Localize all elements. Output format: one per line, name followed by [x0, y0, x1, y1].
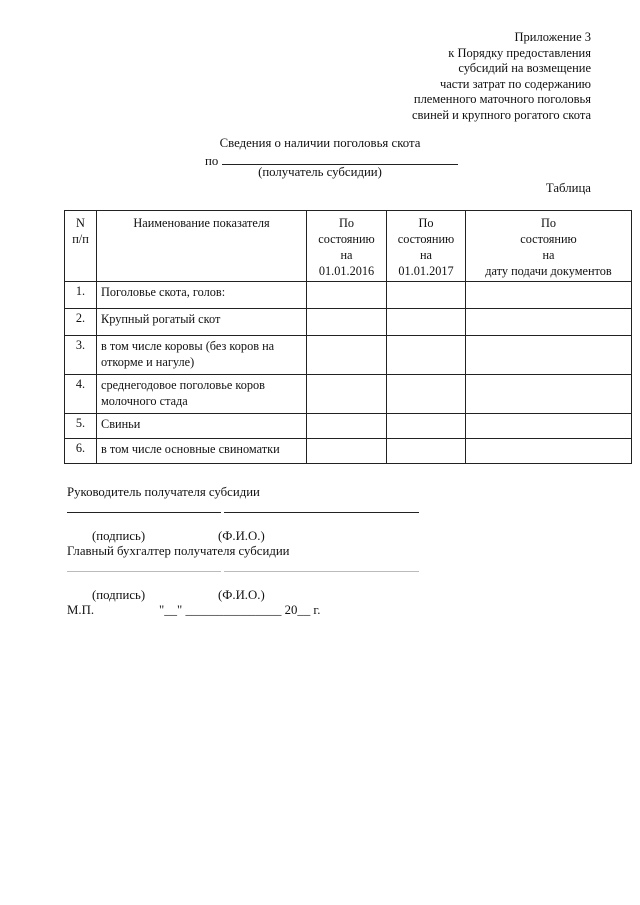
stamp-label: М.П.	[67, 603, 95, 617]
cell-empty[interactable]	[307, 336, 387, 375]
header-col-submission: По состоянию на дату подачи документов	[466, 211, 632, 282]
table-caption: Таблица	[545, 181, 591, 195]
accountant-signature-line[interactable]	[67, 571, 221, 572]
fio-caption: (Ф.И.О.)	[218, 588, 265, 602]
cell-empty[interactable]	[307, 309, 387, 336]
cell-empty[interactable]	[307, 414, 387, 439]
cell-empty[interactable]	[466, 309, 632, 336]
row-num: 3.	[65, 336, 97, 375]
row-label: Свиньи	[97, 414, 307, 439]
date-line: "__" _______________ 20__ г.	[159, 603, 321, 617]
cell-empty[interactable]	[387, 282, 466, 309]
cell-empty[interactable]	[466, 375, 632, 414]
cell-empty[interactable]	[387, 439, 466, 464]
table-row	[65, 439, 632, 464]
table-row	[65, 309, 632, 336]
row-num: 6.	[65, 439, 97, 464]
appendix-line: части затрат по содержанию	[439, 76, 591, 91]
recipient-blank	[222, 152, 458, 165]
cell-empty[interactable]	[466, 336, 632, 375]
table-header-row	[65, 211, 632, 282]
appendix-line: племенного маточного поголовья	[413, 92, 591, 107]
row-label: Поголовье скота, голов:	[97, 282, 307, 309]
cell-empty[interactable]	[387, 375, 466, 414]
row-label: в том числе основные свиноматки	[97, 439, 307, 464]
signature-caption: (подпись)	[92, 588, 146, 602]
signature-caption: (подпись)	[92, 529, 146, 543]
table-row	[65, 375, 632, 414]
table-row	[65, 414, 632, 439]
appendix-line: субсидий на возмещение	[458, 61, 591, 76]
cell-empty[interactable]	[387, 309, 466, 336]
cell-empty[interactable]	[307, 439, 387, 464]
row-num: 2.	[65, 309, 97, 336]
accountant-fio-line[interactable]	[224, 571, 419, 572]
row-num: 1.	[65, 282, 97, 309]
table-row	[65, 282, 632, 309]
row-label: среднегодовое поголовье коров молочного стада	[97, 375, 307, 414]
row-label: Крупный рогатый скот	[97, 309, 307, 336]
appendix-line: к Порядку предоставления	[448, 45, 591, 60]
cell-empty[interactable]	[387, 414, 466, 439]
cell-empty[interactable]	[466, 282, 632, 309]
cell-empty[interactable]	[307, 282, 387, 309]
fio-caption: (Ф.И.О.)	[218, 529, 265, 543]
table-row	[65, 336, 632, 375]
header-name: Наименование показателя	[97, 211, 307, 282]
document-title: Сведения о наличии поголовья скота	[219, 136, 421, 150]
head-fio-line[interactable]	[224, 512, 419, 513]
po-label: по	[205, 154, 219, 168]
header-col-2016: По состоянию на 01.01.2016	[307, 211, 387, 282]
recipient-caption: (получатель субсидии)	[258, 165, 382, 179]
header-col-2017: По состоянию на 01.01.2017	[387, 211, 466, 282]
cell-empty[interactable]	[387, 336, 466, 375]
head-signature-line[interactable]	[67, 512, 221, 513]
cell-empty[interactable]	[307, 375, 387, 414]
row-num: 4.	[65, 375, 97, 414]
livestock-table	[64, 210, 632, 464]
cell-empty[interactable]	[466, 414, 632, 439]
cell-empty[interactable]	[466, 439, 632, 464]
row-num: 5.	[65, 414, 97, 439]
appendix-line: Приложение 3	[514, 30, 591, 44]
appendix-line: свиней и крупного рогатого скота	[411, 107, 591, 122]
header-num: N п/п	[65, 211, 97, 282]
head-label: Руководитель получателя субсидии	[67, 485, 260, 499]
row-label: в том числе коровы (без коров на откорме и нагуле)	[97, 336, 307, 375]
appendix-block	[412, 30, 591, 124]
accountant-label: Главный бухгалтер получателя субсидии	[67, 544, 290, 558]
